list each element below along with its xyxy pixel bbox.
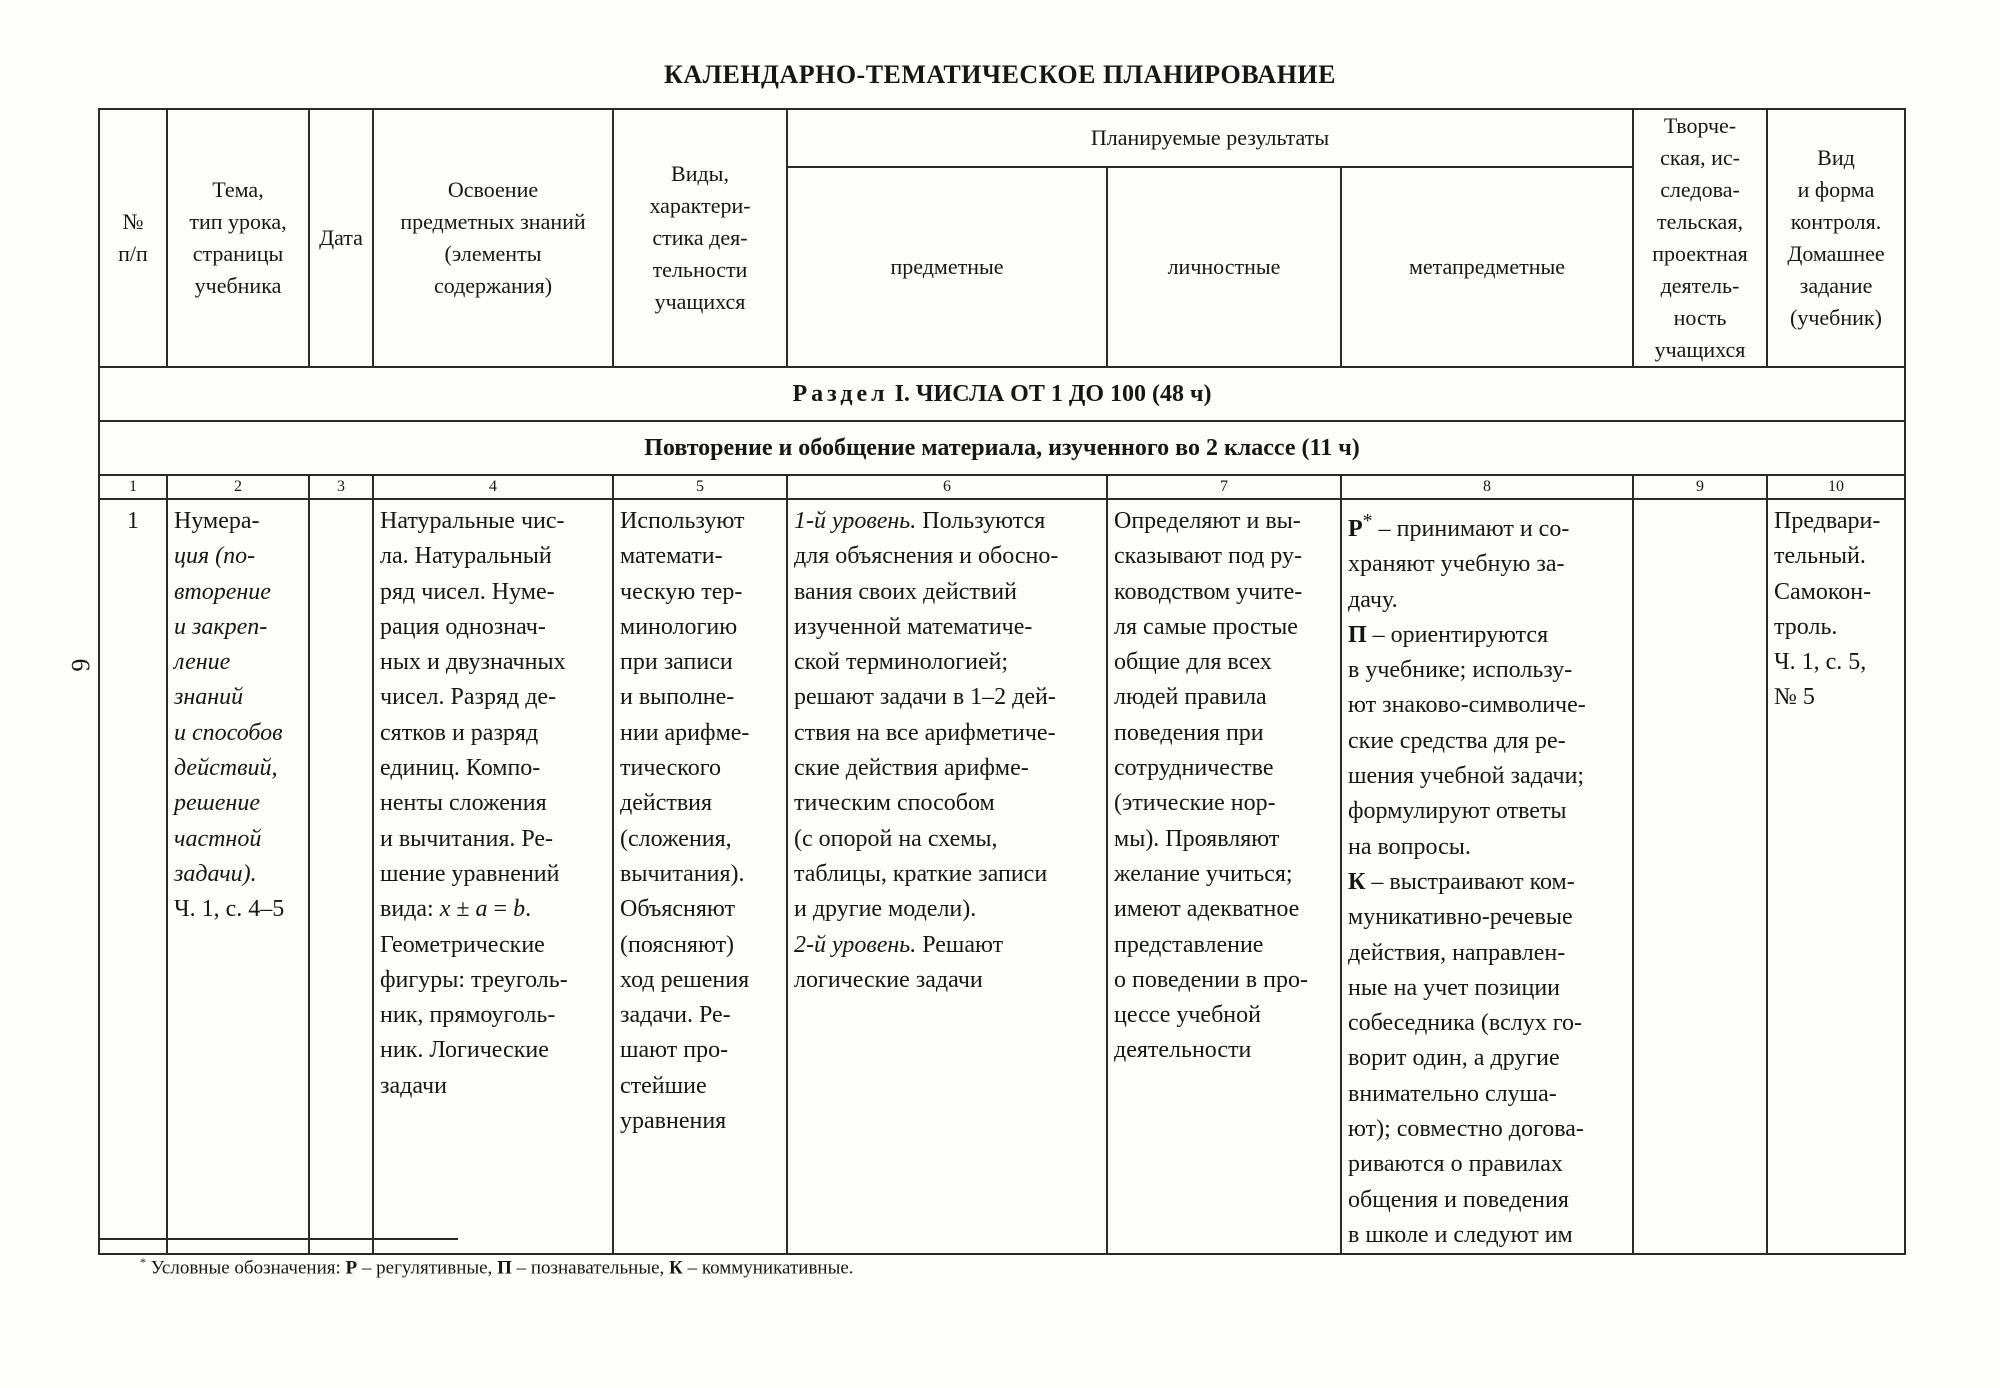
cell-line: задачи. Ре-	[620, 1002, 731, 1029]
cell-line: задачи	[380, 1072, 447, 1099]
column-number: 3	[309, 475, 373, 499]
planning-table	[98, 108, 1906, 1255]
row-content	[373, 499, 613, 1254]
cell-line: тельская,	[1657, 209, 1743, 234]
cell-line: стика дея-	[652, 225, 748, 250]
cell-line: ряд чисел. Нуме-	[380, 578, 555, 605]
row-personal-results	[1107, 499, 1341, 1254]
table-row	[99, 499, 1905, 1254]
cell-line: внимательно слуша-	[1348, 1080, 1557, 1107]
row-control	[1767, 499, 1905, 1254]
header-planned-results: Планируемые результаты	[787, 109, 1633, 167]
cell-line: для объяснения и обосно-	[794, 543, 1059, 570]
header-subject-results: предметные	[787, 167, 1107, 367]
cell-line: метапредметные	[1408, 254, 1566, 280]
cell-line: и вычитания. Ре-	[380, 825, 554, 852]
row-subject-results	[787, 499, 1107, 1254]
cell-line: страницы	[192, 241, 284, 266]
cell-line: ла. Натуральный	[380, 543, 552, 570]
cell-line: сказывают под ру-	[1114, 543, 1303, 570]
cell-line: тельности	[652, 257, 748, 282]
header-content	[373, 109, 613, 367]
cell-line: в учебнике; использу-	[1348, 657, 1573, 684]
cell-line: (с опорой на схемы,	[794, 825, 998, 852]
cell-line: таблицы, краткие записи	[794, 860, 1048, 887]
cell-line: формулируют ответы	[1348, 798, 1567, 825]
cell-line: и выполне-	[620, 684, 735, 711]
cell-line: ют); совместно догова-	[1348, 1116, 1584, 1143]
cell-line: шение уравнений	[380, 860, 560, 887]
cell-line: единиц. Компо-	[380, 755, 541, 782]
cell-line: вторение	[174, 578, 271, 605]
subsection-title: Повторение и обобщение материала, изученного во 2 классе (11 ч)	[99, 421, 1905, 475]
column-number: 8	[1341, 475, 1633, 499]
cell-line: (этические нор-	[1114, 790, 1276, 817]
cell-line: собеседника (вслух го-	[1348, 1010, 1582, 1037]
cell-line: ля самые простые	[1114, 613, 1298, 640]
cell-line: (сложения,	[620, 825, 732, 852]
row-meta-results	[1341, 499, 1633, 1254]
cell-line: изученной математиче-	[794, 613, 1033, 640]
cell-line: действия, направлен-	[1348, 939, 1566, 966]
cell-line: поведения при	[1114, 719, 1264, 746]
section-title-rest: I. ЧИСЛА ОТ 1 ДО 100 (48 ч)	[888, 381, 1212, 407]
cell-line: деятель-	[1660, 273, 1740, 298]
row-topic	[167, 499, 309, 1254]
column-number: 4	[373, 475, 613, 499]
cell-line: троль.	[1774, 613, 1838, 640]
cell-line: характери-	[649, 193, 751, 218]
cell-line: ность	[1673, 305, 1727, 330]
cell-line: ководством учите-	[1114, 578, 1303, 605]
cell-line: ские действия арифме-	[794, 755, 1029, 782]
cell-line: стейшие	[620, 1072, 707, 1099]
row-activities	[613, 499, 787, 1254]
cell-line: 1-й уровень. Пользуются	[794, 508, 1046, 534]
cell-line: ской терминологией;	[794, 649, 1009, 676]
cell-line: №	[122, 209, 144, 234]
cell-line: п/п	[118, 241, 148, 266]
footnote-rule	[98, 1238, 458, 1240]
cell-line: (поясняют)	[620, 931, 735, 958]
cell-line: вычитания).	[620, 860, 745, 887]
cell-line: задание	[1799, 273, 1873, 298]
cell-line: о поведении в про-	[1114, 966, 1308, 993]
cell-line: рация однознач-	[380, 613, 546, 640]
cell-line: ник, прямоуголь-	[380, 1002, 556, 1029]
cell-line: Нумера-	[174, 508, 260, 534]
cell-line: Предвари-	[1774, 508, 1881, 534]
cell-line: ные на учет позиции	[1348, 974, 1561, 1001]
cell-line: ческую тер-	[620, 578, 743, 605]
cell-line: общие для всех	[1114, 649, 1272, 676]
cell-line: тическим способом	[794, 790, 995, 817]
cell-line: К – выстраивают ком-	[1348, 868, 1575, 895]
column-number: 6	[787, 475, 1107, 499]
cell-line: (учебник)	[1790, 305, 1882, 330]
cell-line: Освоение	[447, 177, 539, 202]
cell-line: Натуральные чис-	[380, 508, 565, 534]
section-title-spaced: Раздел	[792, 381, 889, 407]
cell-line: решение	[174, 790, 260, 817]
cell-line: муникативно-речевые	[1348, 904, 1573, 931]
cell-line: проектная	[1652, 241, 1748, 266]
cell-line: Ч. 1, с. 4–5	[174, 896, 285, 923]
column-number: 9	[1633, 475, 1767, 499]
cell-line: Вид	[1817, 145, 1855, 170]
cell-line: фигуры: треуголь-	[380, 966, 568, 993]
column-number: 5	[613, 475, 787, 499]
cell-line: логические задачи	[794, 966, 983, 993]
cell-line: знаний	[174, 684, 244, 711]
cell-line: минологию	[620, 613, 738, 640]
cell-line: общения и поведения	[1348, 1186, 1569, 1213]
cell-line: людей правила	[1114, 684, 1267, 711]
cell-line: Объясняют	[620, 896, 736, 923]
cell-line: контроля.	[1790, 209, 1882, 234]
cell-line: Тема,	[212, 177, 264, 202]
cell-line: представление	[1114, 931, 1264, 958]
cell-line: риваются о правилах	[1348, 1151, 1563, 1178]
header-creative-activity	[1633, 109, 1767, 367]
cell-line: вания своих действий	[794, 578, 1017, 605]
cell-line: Самокон-	[1774, 578, 1872, 605]
cell-line: тип урока,	[189, 209, 287, 234]
cell-line: частной	[174, 825, 262, 852]
cell-line: ход решения	[620, 966, 750, 993]
cell-line: ворит один, а другие	[1348, 1045, 1560, 1072]
cell-line: Домашнее	[1787, 241, 1885, 266]
cell-line: (элементы	[444, 241, 542, 266]
column-number: 2	[167, 475, 309, 499]
row-number: 1	[99, 499, 167, 1254]
cell-line: и форма	[1797, 177, 1875, 202]
cell-line: ские средства для ре-	[1348, 727, 1566, 754]
cell-line: Используют	[620, 508, 745, 534]
cell-line: тельный.	[1774, 543, 1866, 570]
cell-line: в школе и следуют им	[1348, 1221, 1573, 1248]
cell-line: ская, ис-	[1660, 145, 1740, 170]
cell-line: ник. Логические	[380, 1037, 549, 1064]
cell-line: сятков и разряд	[380, 719, 539, 746]
cell-line: тического	[620, 755, 721, 782]
cell-line: решают задачи в 1–2 дей-	[794, 684, 1056, 711]
cell-line: действия	[620, 790, 713, 817]
cell-line: содержания)	[433, 273, 553, 298]
column-number: 7	[1107, 475, 1341, 499]
cell-line: и способов	[174, 719, 283, 746]
footnote: * Условные обозначения: Р – регулятивные, П – познавательные, К – коммуникативные.	[140, 1255, 854, 1279]
cell-line: 2-й уровень. Решают	[794, 931, 1004, 958]
header-date: Дата	[309, 109, 373, 367]
cell-line: нии арифме-	[620, 719, 750, 746]
cell-line: Определяют и вы-	[1114, 508, 1301, 534]
cell-line: ненты сложения	[380, 790, 547, 817]
cell-line: учебника	[194, 273, 282, 298]
header-personal-results: личностные	[1107, 167, 1341, 367]
header-topic	[167, 109, 309, 367]
cell-line: учащихся	[1654, 337, 1746, 362]
cell-line: задачи).	[174, 860, 257, 887]
cell-line: деятельности	[1114, 1037, 1252, 1064]
cell-line: предметных знаний	[400, 209, 586, 234]
cell-line: дачу.	[1348, 586, 1398, 613]
cell-line: на вопросы.	[1348, 833, 1471, 860]
cell-line: желание учиться;	[1114, 860, 1293, 887]
cell-line: мы). Проявляют	[1114, 825, 1280, 852]
cell-line: Р* – принимают и со-	[1348, 510, 1570, 542]
cell-line: при записи	[620, 649, 733, 676]
cell-line: ных и двузначных	[380, 649, 566, 676]
column-number: 1	[99, 475, 167, 499]
row-creative-activity	[1633, 499, 1767, 1254]
cell-line: Геометрические	[380, 931, 545, 958]
cell-line: № 5	[1774, 684, 1815, 711]
cell-line: действий,	[174, 755, 278, 782]
cell-line: имеют адекватное	[1114, 896, 1300, 923]
cell-line: цессе учебной	[1114, 1002, 1261, 1029]
cell-line: шения учебной задачи;	[1348, 763, 1585, 790]
cell-line: и другие модели).	[794, 896, 977, 923]
cell-line: Виды,	[671, 161, 729, 186]
cell-line: ют знаково-символиче-	[1348, 692, 1586, 719]
cell-line: учащихся	[654, 289, 746, 314]
cell-line: Ч. 1, с. 5,	[1774, 649, 1867, 676]
header-num	[99, 109, 167, 367]
cell-line: ция (по-	[174, 543, 256, 570]
cell-line: храняют учебную за-	[1348, 551, 1565, 578]
cell-line: сотрудничестве	[1114, 755, 1274, 782]
cell-line: ление	[174, 649, 231, 676]
cell-line: шают про-	[620, 1037, 729, 1064]
cell-line: математи-	[620, 543, 723, 570]
cell-line: Творче-	[1663, 113, 1737, 138]
section-title	[99, 367, 1905, 421]
row-date	[309, 499, 373, 1254]
cell-line: ствия на все арифметиче-	[794, 719, 1056, 746]
document-title: КАЛЕНДАРНО-ТЕМАТИЧЕСКОЕ ПЛАНИРОВАНИЕ	[663, 60, 1336, 89]
cell-line: вида: x ± a = b.	[380, 896, 532, 923]
cell-line: П – ориентируются	[1348, 621, 1549, 648]
page-number: 6	[66, 658, 95, 672]
cell-line: чисел. Разряд де-	[380, 684, 557, 711]
cell-line: уравнения	[620, 1108, 727, 1135]
header-control	[1767, 109, 1905, 367]
column-number: 10	[1767, 475, 1905, 499]
cell-line: и закреп-	[174, 613, 268, 640]
header-meta-results	[1341, 167, 1633, 367]
header-activities	[613, 109, 787, 367]
cell-line: следова-	[1660, 177, 1740, 202]
